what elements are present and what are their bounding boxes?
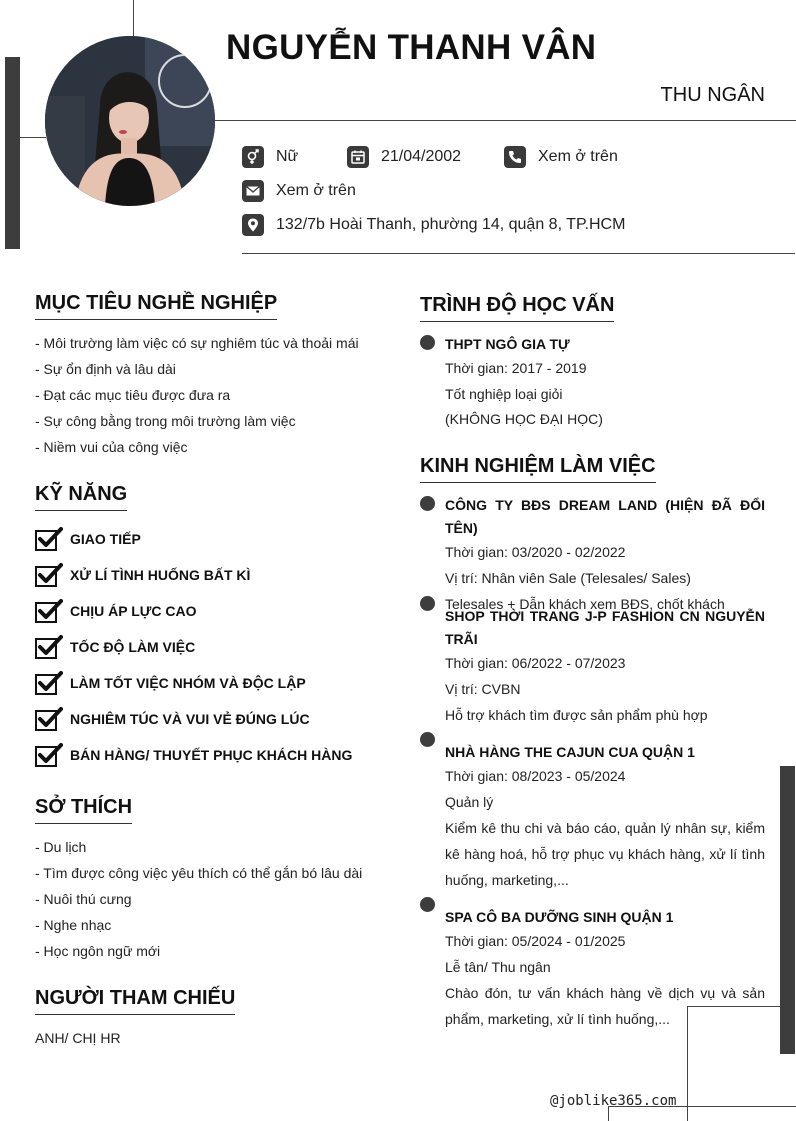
contact-phone	[504, 146, 618, 168]
gender-value: Nữ	[276, 148, 299, 165]
list-item: - Sự ổn định và lâu dài	[35, 361, 176, 377]
skill-item	[35, 521, 352, 557]
list-item: - Môi trường làm việc có sự nghiêm túc và thoải mái	[35, 335, 359, 351]
list-item: - Sự công bằng trong môi trường làm việc	[35, 413, 296, 429]
objective-list	[35, 330, 359, 460]
contact-gender	[242, 146, 298, 168]
candidate-name: NGUYỄN THANH VÂN	[226, 28, 597, 67]
birthdate-value: 21/04/2002	[381, 148, 462, 165]
footer-watermark: @joblike365.com	[550, 1093, 677, 1109]
list-item: - Tìm được công việc yêu thích có thể gắn bó lâu dài	[35, 865, 363, 881]
list-item: - Niềm vui của công việc	[35, 439, 188, 455]
skill-label: CHỊU ÁP LỰC CAO	[70, 603, 197, 619]
list-item: - Học ngôn ngữ mới	[35, 943, 161, 959]
skills-title: KỸ NĂNG	[35, 483, 127, 511]
skills-list	[35, 521, 352, 773]
hobbies-title: SỞ THÍCH	[35, 796, 132, 824]
education-entry	[420, 333, 765, 433]
left-horizontal-line	[20, 137, 46, 138]
checkbox-checked-icon	[35, 635, 63, 659]
experience-position: Vị trí: Nhân viên Sale (Telesales/ Sales)	[445, 569, 691, 586]
email-value: Xem ở trên	[276, 182, 356, 199]
header-divider	[215, 120, 796, 121]
experience-description: Chào đón, tư vấn khách hàng về dịch vụ và sản phẩm, marketing, xử lí tình huống,...	[445, 985, 765, 1027]
bullet-dot-icon	[420, 596, 435, 611]
list-item: - Nghe nhạc	[35, 917, 112, 933]
skill-item	[35, 629, 352, 665]
skill-item	[35, 737, 352, 773]
skill-label: NGHIÊM TÚC VÀ VUI VẺ ĐÚNG LÚC	[70, 711, 310, 727]
address-value: 132/7b Hoài Thanh, phường 14, quận 8, TP.HCM	[276, 216, 626, 233]
contact-address	[242, 214, 625, 236]
top-vertical-line	[133, 0, 134, 38]
experience-time: Thời gian: 08/2023 - 05/2024	[445, 768, 626, 784]
objective-title: MỤC TIÊU NGHỀ NGHIỆP	[35, 292, 277, 320]
avatar	[45, 36, 215, 206]
gender-icon	[242, 146, 264, 168]
contact-divider	[242, 253, 795, 254]
experience-entry	[420, 730, 765, 893]
education-detail: (KHÔNG HỌC ĐẠI HỌC)	[445, 411, 603, 427]
calendar-icon	[347, 146, 369, 168]
experience-position: Quản lý	[445, 793, 494, 810]
avatar-portrait	[45, 36, 215, 206]
phone-value: Xem ở trên	[538, 148, 618, 165]
company-name: SPA CÔ BA DƯỠNG SINH QUẬN 1	[445, 909, 674, 925]
envelope-icon	[242, 180, 264, 202]
experience-entry	[420, 594, 765, 728]
bullet-dot-icon	[420, 897, 435, 912]
skill-label: XỬ LÍ TÌNH HUỐNG BẤT KÌ	[70, 567, 251, 583]
right-accent-bar	[780, 766, 795, 1054]
checkbox-checked-icon	[35, 671, 63, 695]
company-name: SHOP THỜI TRANG J-P FASHION CN NGUYỄN TRÃI	[445, 608, 765, 647]
skill-label: GIAO TIẾP	[70, 531, 141, 547]
checkbox-checked-icon	[35, 707, 63, 731]
checkbox-checked-icon	[35, 599, 63, 623]
skill-label: LÀM TỐT VIỆC NHÓM VÀ ĐỘC LẬP	[70, 675, 306, 691]
checkbox-checked-icon	[35, 527, 63, 551]
skill-label: BÁN HÀNG/ THUYẾT PHỤC KHÁCH HÀNG	[70, 747, 353, 763]
skill-item	[35, 701, 352, 737]
list-item: - Nuôi thú cưng	[35, 891, 132, 907]
list-item: - Đạt các mục tiêu được đưa ra	[35, 387, 231, 403]
experience-description: Telesales + Dẫn khách xem BĐS, chốt khách	[445, 596, 725, 612]
left-accent-bar	[5, 57, 20, 249]
bullet-dot-icon	[420, 732, 435, 747]
skill-item	[35, 665, 352, 701]
experience-time: Thời gian: 05/2024 - 01/2025	[445, 933, 626, 949]
location-pin-icon	[242, 214, 264, 236]
experience-title: KINH NGHIỆM LÀM VIỆC	[420, 455, 656, 483]
company-name: CÔNG TY BĐS DREAM LAND (HIỆN ĐÃ ĐỔI TÊN)	[445, 497, 765, 536]
education-detail: Tốt nghiệp loại giỏi	[445, 385, 563, 402]
checkbox-checked-icon	[35, 563, 63, 587]
experience-position: Vị trí: CVBN	[445, 680, 521, 697]
skill-item	[35, 593, 352, 629]
references-title: NGƯỜI THAM CHIẾU	[35, 987, 235, 1015]
experience-position: Lễ tân/ Thu ngân	[445, 958, 551, 975]
school-name: THPT NGÔ GIA TỰ	[445, 336, 570, 352]
references-text: ANH/ CHỊ HR	[35, 1030, 121, 1046]
bullet-dot-icon	[420, 335, 435, 350]
contact-email	[242, 180, 356, 202]
education-time: Thời gian: 2017 - 2019	[445, 360, 587, 376]
education-title: TRÌNH ĐỘ HỌC VẤN	[420, 294, 614, 322]
contact-birthdate	[347, 146, 461, 168]
company-name: NHÀ HÀNG THE CAJUN CUA QUẬN 1	[445, 744, 695, 760]
list-item: - Du lịch	[35, 839, 87, 855]
job-title: THU NGÂN	[660, 84, 765, 106]
phone-icon	[504, 146, 526, 168]
hobbies-list	[35, 834, 362, 964]
experience-description: Hỗ trợ khách tìm được sản phẩm phù hợp	[445, 707, 708, 723]
experience-entry	[420, 895, 765, 1032]
skill-label: TỐC ĐỘ LÀM VIỆC	[70, 639, 196, 655]
experience-time: Thời gian: 06/2022 - 07/2023	[445, 655, 626, 671]
checkbox-checked-icon	[35, 743, 63, 767]
bullet-dot-icon	[420, 496, 435, 511]
experience-description: Kiểm kê thu chi và báo cáo, quản lý nhân sự, kiểm kê hàng hoá, hỗ trợ phục vụ khách hàng, xử lí tình huống, marketing,...	[445, 820, 765, 888]
experience-time: Thời gian: 03/2020 - 02/2022	[445, 544, 626, 560]
skill-item	[35, 557, 352, 593]
